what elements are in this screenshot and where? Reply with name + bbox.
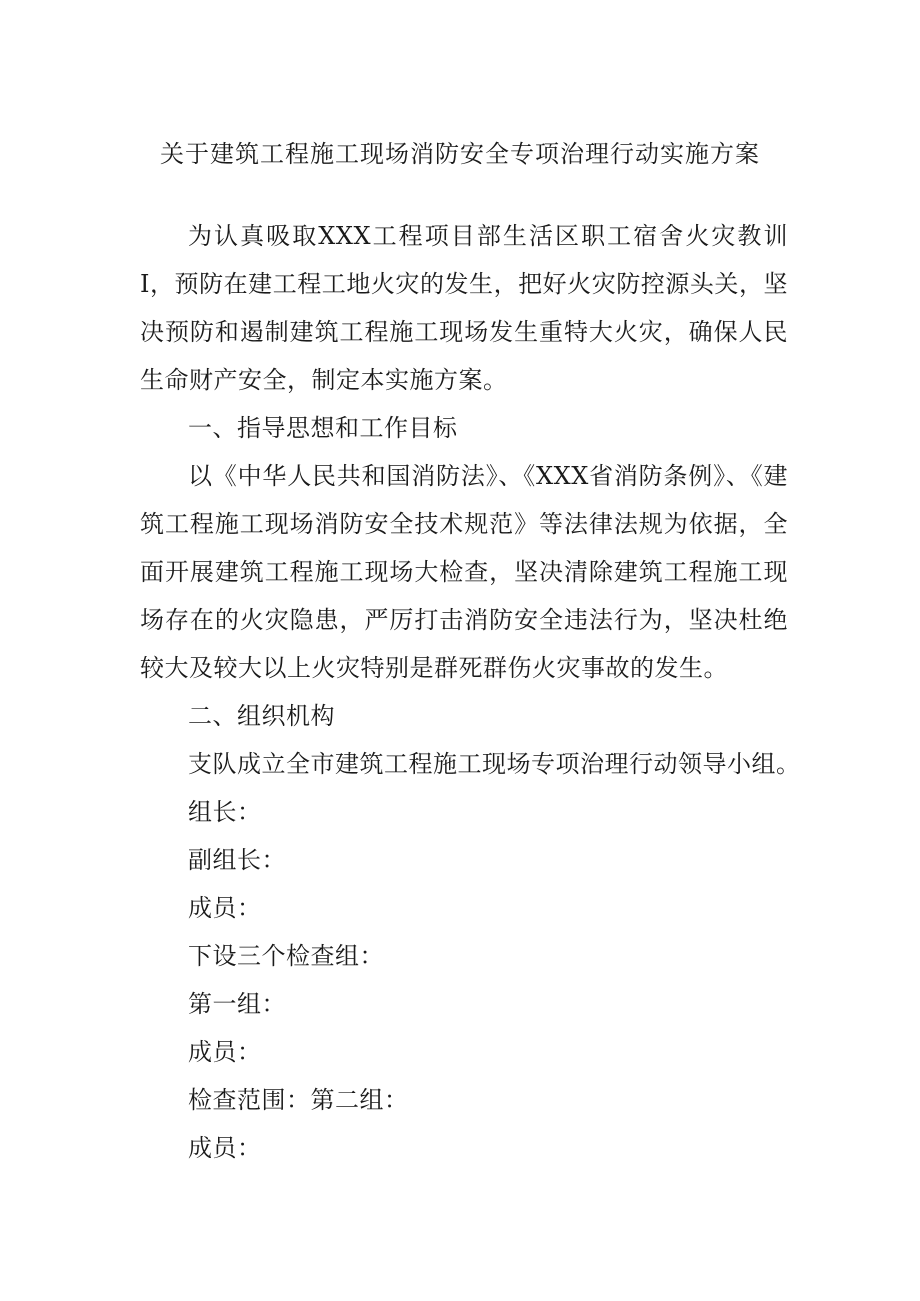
document-title: 关于建筑工程施工现场消防安全专项治理行动实施方案 bbox=[160, 140, 760, 168]
organization-paragraph: 支队成立全市建筑工程施工现场专项治理行动领导小组。 bbox=[188, 750, 801, 778]
deputy-leader-line: 副组长： bbox=[188, 846, 286, 874]
members-line: 成员： bbox=[188, 894, 262, 922]
group-one-members-line: 成员： bbox=[188, 1038, 262, 1066]
guiding-ideology-paragraph: 以《中华人民共和国消防法》、《XXX省消防条例》、《建筑工程施工现场消防安全技术规范》等法律法规为依据，全面开展建筑工程施工现场大检查，坚决清除建筑工程施工现场存在的火灾隐患，严厉打击消防安全违法行为，坚决杜绝较大及较大以上火灾特别是群死群伤火灾事故的发生。 bbox=[140, 462, 788, 682]
section-heading-organization: 二、组织机构 bbox=[188, 702, 335, 730]
team-leader-line: 组长： bbox=[188, 798, 262, 826]
section-heading-guiding-ideology: 一、指导思想和工作目标 bbox=[188, 414, 458, 442]
group-one-line: 第一组： bbox=[188, 990, 286, 1018]
inspection-scope-line: 检查范围：第二组： bbox=[188, 1086, 409, 1114]
inspection-groups-line: 下设三个检查组： bbox=[188, 942, 384, 970]
document-body bbox=[140, 212, 801, 1172]
intro-paragraph: 为认真吸取XXX工程项目部生活区职工宿舍火灾教训I，预防在建工程工地火灾的发生，把好火灾防控源头关，坚决预防和遏制建筑工程施工现场发生重特大火灾，确保人民生命财产安全，制定本实施方案。 bbox=[140, 222, 788, 394]
group-two-members-line: 成员： bbox=[188, 1134, 262, 1162]
